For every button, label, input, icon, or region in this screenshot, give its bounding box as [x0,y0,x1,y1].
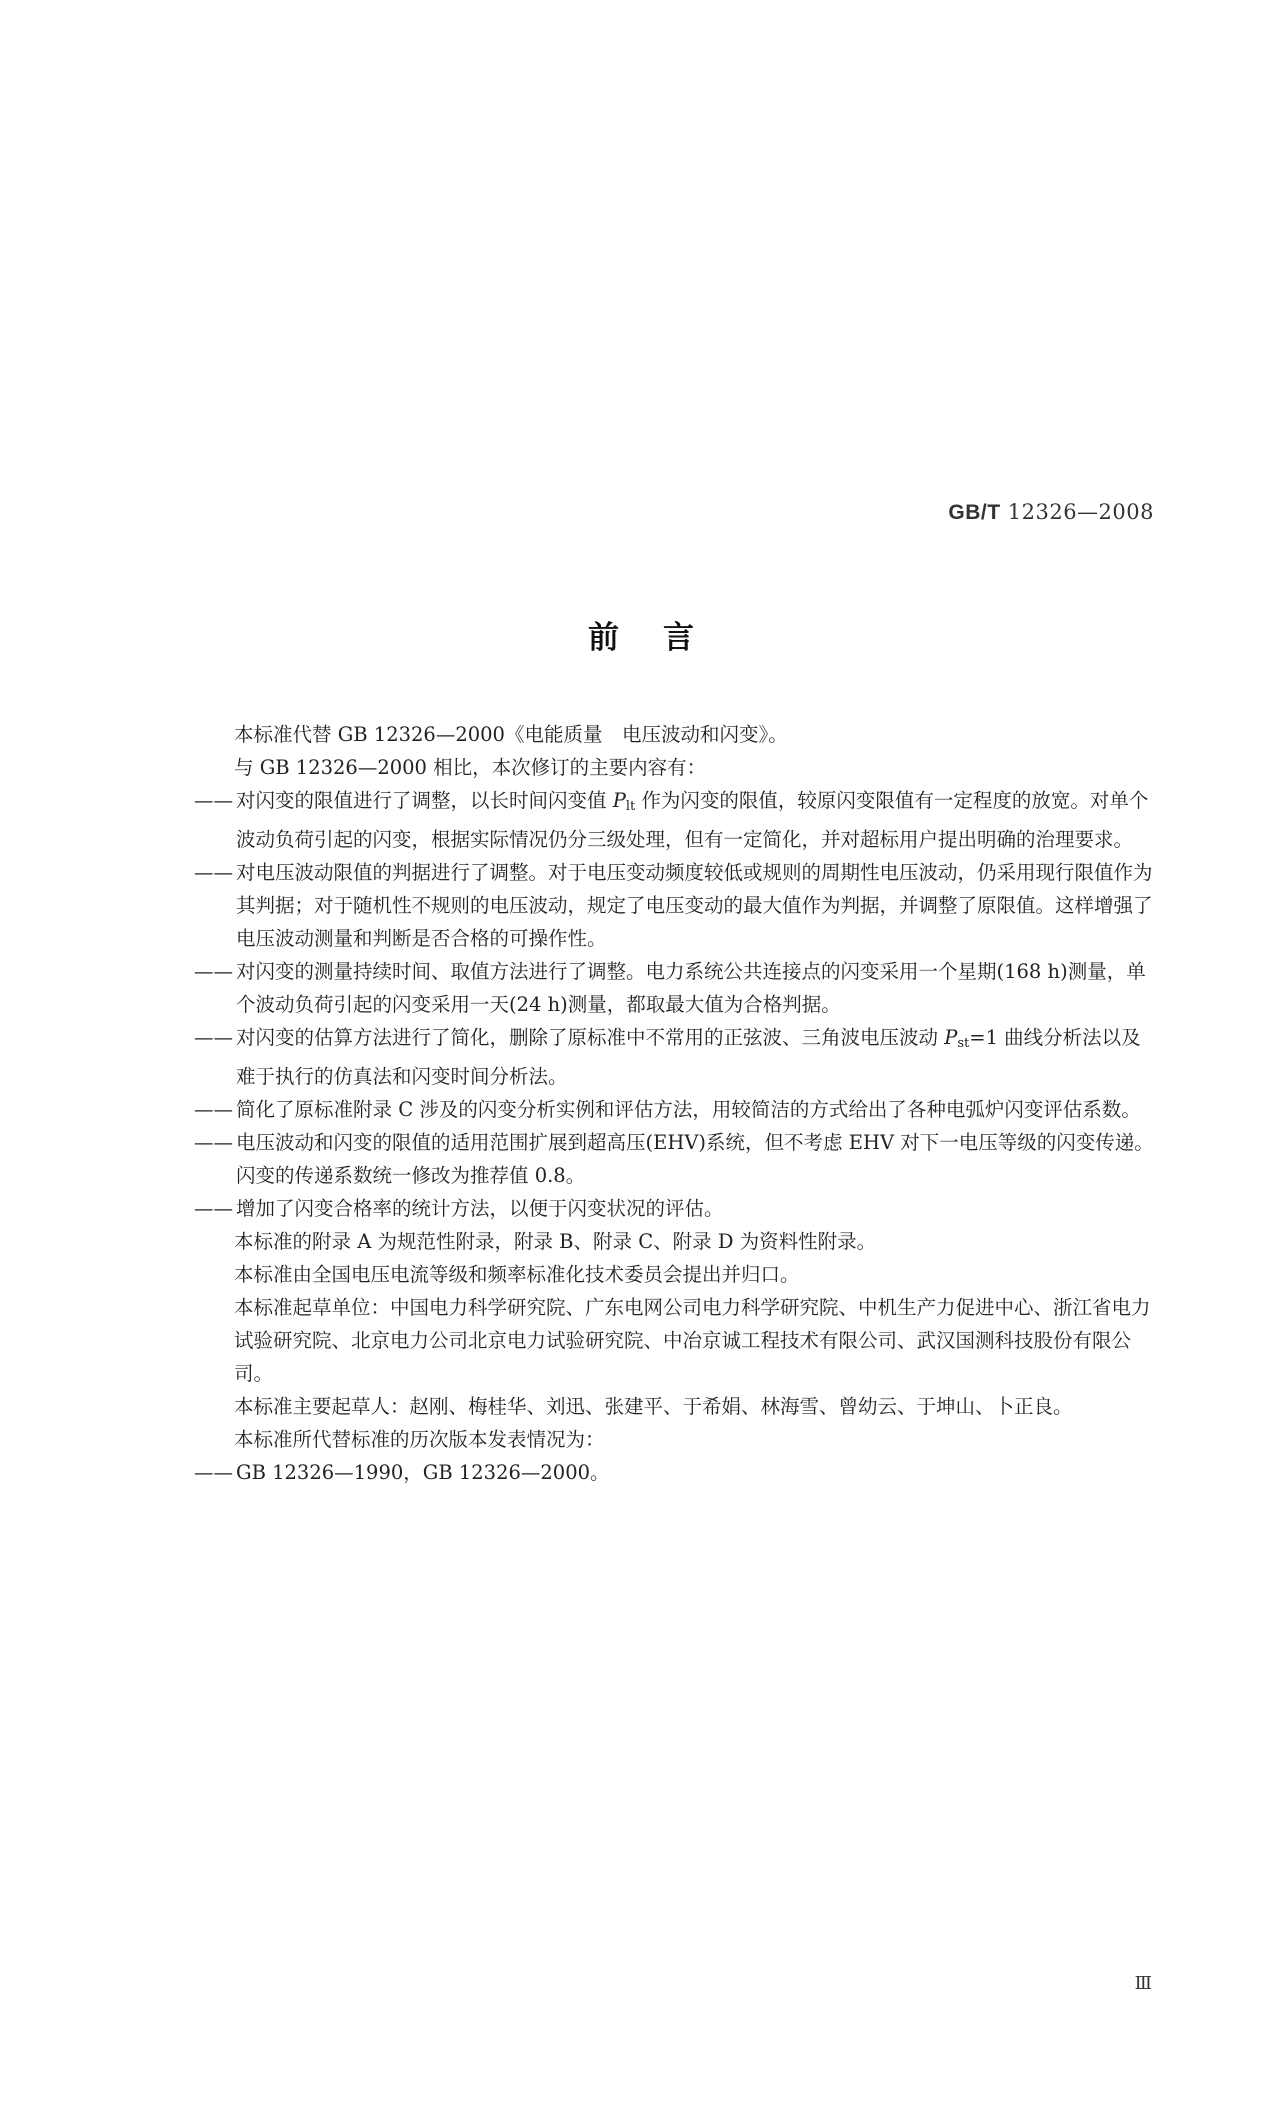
page-number: Ⅲ [1134,1973,1152,1994]
list-item: —— 电压波动和闪变的限值的适用范围扩展到超高压(EHV)系统，但不考虑 EHV 对下一电压等级的闪变传递。闪变的传递系数统一修改为推荐值 0.8。 [194,1131,1154,1187]
paragraph-annexes: 本标准的附录 A 为规范性附录，附录 B、附录 C、附录 D 为资料性附录。 [234,1230,877,1253]
paragraph-changes-intro: 与 GB 12326—2000 相比，本次修订的主要内容有： [234,756,707,779]
list-item: —— 对闪变的估算方法进行了简化，删除了原标准中不常用的正弦波、三角波电压波动 $P_{st}=1$ 曲线分析法以及难于执行的仿真法和闪变时间分析法。 [194,1026,1141,1088]
paragraph-drafters: 本标准主要起草人：赵刚、梅桂华、刘迅、张建平、于希娟、林海雪、曾幼云、于坤山、卜正良。 [234,1395,1073,1418]
foreword-body [194,718,1156,1489]
standard-code-header [948,500,1154,525]
list-item: —— 简化了原标准附录 C 涉及的闪变分析实例和评估方法，用较简洁的方式给出了各种电弧炉闪变评估系数。 [194,1098,1141,1121]
standard-code-number: 12326—2008 [1007,500,1154,524]
list-item: —— 对电压波动限值的判据进行了调整。对于电压变动频度较低或规则的周期性电压波动，仍采用现行限值作为其判据；对于随机性不规则的电压波动，规定了电压变动的最大值作为判据，并调整了原限值。这样增强了电压波动测量和判断是否合格的可操作性。 [194,861,1153,950]
paragraph-drafting-units: 本标准起草单位：中国电力科学研究院、广东电网公司电力科学研究院、中机生产力促进中心、浙江省电力试验研究院、北京电力公司北京电力试验研究院、中冶京诚工程技术有限公司、武汉国测科技股份有限公司。 [234,1296,1151,1385]
list-item: —— 对闪变的测量持续时间、取值方法进行了调整。电力系统公共连接点的闪变采用一个星期(168 h)测量，单个波动负荷引起的闪变采用一天(24 h)测量，都取最大值为合格判据。 [194,960,1146,1016]
paragraph-history: 本标准所代替标准的历次版本发表情况为： [234,1428,605,1451]
paragraph-replaces: 本标准代替 GB 12326—2000《电能质量 电压波动和闪变》。 [234,723,788,746]
page-title: 前言 [588,620,738,656]
paragraph-proposer: 本标准由全国电压电流等级和频率标准化技术委员会提出并归口。 [234,1263,800,1286]
list-item: —— GB 12326—1990，GB 12326—2000。 [194,1461,610,1484]
list-item: —— 对闪变的限值进行了调整，以长时间闪变值 $P_{lt}$ 作为闪变的限值，较原闪变限值有一定程度的放宽。对单个波动负荷引起的闪变，根据实际情况仍分三级处理，但有一定简化，并对超标用户提出明确的治理要求。 [194,789,1149,851]
list-item: —— 增加了闪变合格率的统计方法，以便于闪变状况的评估。 [194,1197,724,1220]
standard-code-prefix: GB/T [948,501,1001,524]
